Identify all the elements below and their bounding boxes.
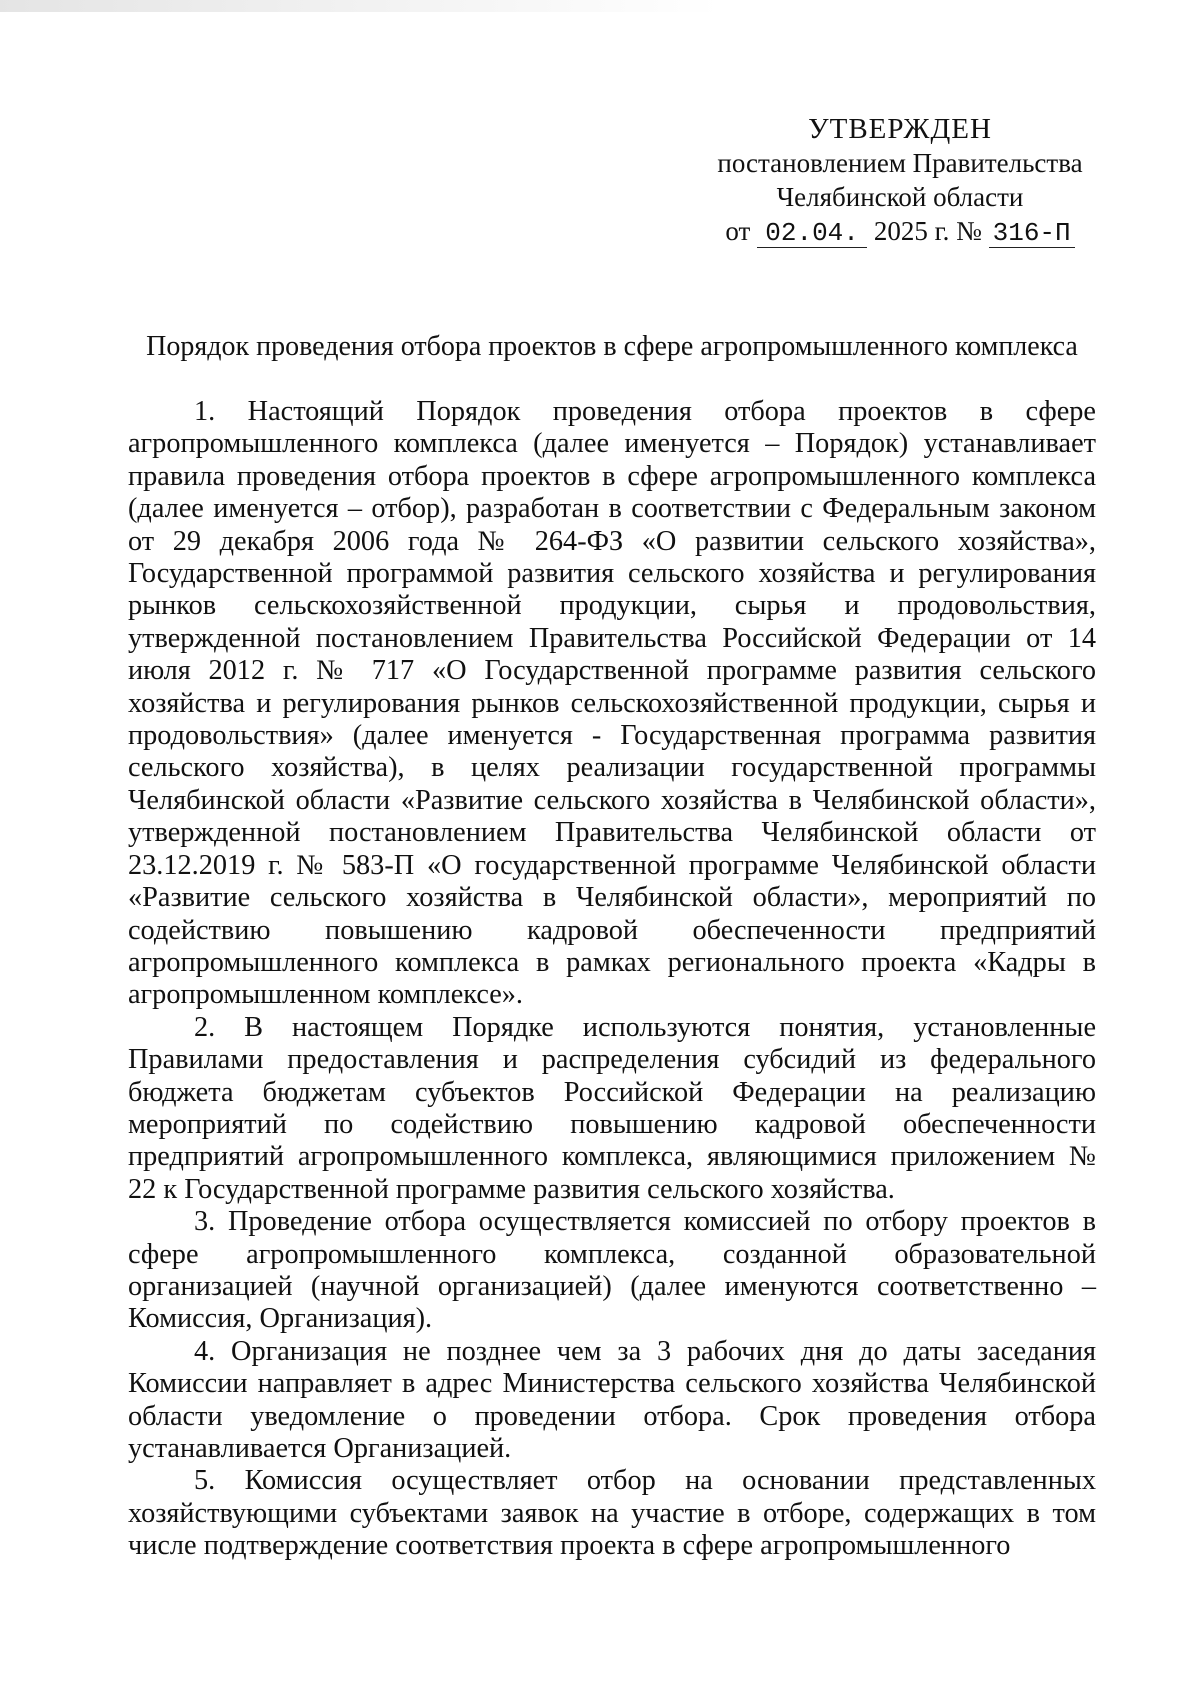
document-body <box>128 396 1096 1563</box>
document-title: Порядок проведения отбора проектов в сфере агропромышленного комплекса <box>146 331 1078 362</box>
approval-block <box>700 112 1100 248</box>
approval-date-line <box>700 214 1100 248</box>
date-prefix: от <box>725 216 751 246</box>
approval-line-2: Челябинской области <box>776 182 1024 212</box>
decree-date: 02.04. <box>757 219 867 248</box>
paragraph-4: 4. Организация не позднее чем за 3 рабочих дня до даты заседания Комиссии направляет в адрес Министерства сельского хозяйства Челябинской области уведомление о проведении отбора. Срок проведения отбора устанавливается Организацией. <box>128 1335 1096 1464</box>
approval-stamp: УТВЕРЖДЕН <box>808 113 992 145</box>
paragraph-1: 1. Настоящий Порядок проведения отбора проектов в сфере агропромышленного комплекса (далее именуется – Порядок) устанавливает правила проведения отбора проектов в сфере агропромышленного комплекса (далее именуется – отбор), разработан в соответствии с Федеральным законом от 29 декабря 2006 года № 264-ФЗ «О развитии сельского хозяйства», Государственной программой развития сельского хозяйства и регулирования рынков сельскохозяйственной продукции, сырья и продовольствия, утвержденной постановлением Правительства Российской Федерации от 14 июля 2012 г. № 717 «О Государственной программе развития сельского хозяйства и регулирования рынков сельскохозяйственной продукции, сырья и продовольствия» (далее именуется - Государственная программа развития сельского хозяйства), в целях реализации государственной программы Челябинской области «Развитие сельского хозяйства в Челябинской области», утвержденной постановлением Правительства Челябинской области от 23.12.2019 г. № 583-П «О государственной программе Челябинской области «Развитие сельского хозяйства в Челябинской области», мероприятий по содействию повышению кадровой обеспеченности предприятий агропромышленного комплекса в рамках регионального проекта «Кадры в агропромышленном комплексе». <box>128 396 1096 1011</box>
paragraph-5: 5. Комиссия осуществляет отбор на основании представленных хозяйствующими субъектами заявок на участие в отборе, содержащих в том числе подтверждение соответствия проекта в сфере агропромышленного <box>128 1465 1096 1562</box>
paragraph-3: 3. Проведение отбора осуществляется комиссией по отбору проектов в сфере агропромышленного комплекса, созданной образовательной организацией (научной организацией) (далее именуются соответственно – Комиссия, Организация). <box>128 1206 1096 1335</box>
paragraph-2: 2. В настоящем Порядке используются понятия, установленные Правилами предоставления и распределения субсидий из федерального бюджета бюджетам субъектов Российской Федерации на реализацию мероприятий по содействию повышению кадровой обеспеченности предприятий агропромышленного комплекса, являющимися приложением № 22 к Государственной программе развития сельского хозяйства. <box>128 1011 1096 1205</box>
approval-line-1: постановлением Правительства <box>717 148 1083 178</box>
decree-year: 2025 г. № <box>873 216 982 246</box>
decree-number: 316-П <box>989 219 1075 248</box>
scan-edge <box>0 0 1200 12</box>
